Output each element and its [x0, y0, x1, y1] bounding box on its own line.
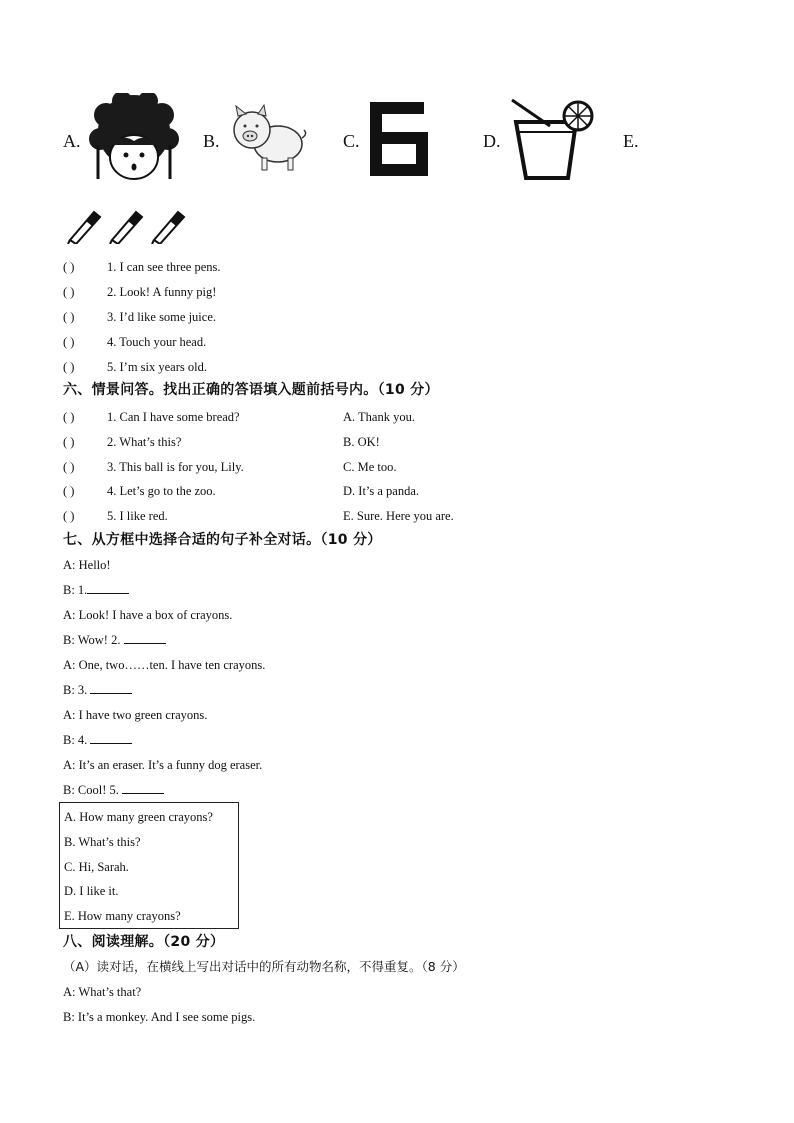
answer-blank[interactable]: ( ) [63, 360, 75, 374]
dialogue-line: A: Hello! [63, 558, 111, 572]
picture-item-5: ( ) 5. I’m six years old. [63, 360, 207, 374]
curly-hair-head-icon [86, 93, 182, 185]
question-3: ( ) 3. This ball is for you, Lily. [63, 460, 244, 474]
dialogue-line: B: 4. [63, 732, 132, 748]
fill-blank-5[interactable] [122, 782, 164, 794]
three-pens-icon [66, 204, 192, 244]
section-7-heading: 七、从方框中选择合适的句子补全对话。（10 分） [63, 532, 382, 548]
answer-option-c: C. Me too. [343, 460, 397, 474]
box-option-b: B. What’s this? [64, 835, 141, 849]
box-option-c: C. Hi, Sarah. [64, 860, 129, 874]
number-six-icon [366, 98, 434, 180]
dialogue-line: A: One, two……ten. I have ten crayons. [63, 658, 266, 672]
dialogue-line: A: Look! I have a box of crayons. [63, 608, 233, 622]
answer-option-d: D. It’s a panda. [343, 484, 420, 498]
option-letter-c: C. [343, 131, 360, 151]
question-4: ( ) 4. Let’s go to the zoo. [63, 484, 216, 498]
picture-item-3: ( ) 3. I’d like some juice. [63, 310, 216, 324]
part-a-instruction: （A）读对话，在横线上写出对话中的所有动物名称，不得重复。（8 分） [63, 959, 465, 974]
fill-blank-4[interactable] [90, 732, 132, 744]
juice-glass-icon [506, 96, 596, 182]
answer-blank[interactable]: ( ) [63, 310, 75, 324]
section-6-heading: 六、情景问答。找出正确的答语填入题前括号内。（10 分） [63, 382, 439, 398]
answer-blank[interactable]: ( ) [63, 435, 75, 449]
question-1: ( ) 1. Can I have some bread? [63, 410, 240, 424]
answer-blank[interactable]: ( ) [63, 285, 75, 299]
section-8-heading: 八、阅读理解。（20 分） [63, 934, 225, 950]
picture-item-2: ( ) 2. Look! A funny pig! [63, 285, 217, 299]
dialogue-line: B: Cool! 5. [63, 782, 164, 798]
option-letter-a: A. [63, 131, 81, 151]
dialogue-line: B: 1. [63, 582, 129, 598]
dialogue-line: A: I have two green crayons. [63, 708, 208, 722]
answer-blank[interactable]: ( ) [63, 410, 75, 424]
option-letter-b: B. [203, 131, 220, 151]
reading-dialogue-line: A: What’s that? [63, 985, 142, 999]
answer-blank[interactable]: ( ) [63, 509, 75, 523]
box-option-a: A. How many green crayons? [64, 810, 213, 824]
answer-option-e: E. Sure. Here you are. [343, 509, 454, 523]
question-5: ( ) 5. I like red. [63, 509, 168, 523]
picture-item-1: ( ) 1. I can see three pens. [63, 260, 221, 274]
dialogue-line: B: 3. [63, 682, 132, 698]
pig-icon [228, 102, 310, 176]
answer-blank[interactable]: ( ) [63, 484, 75, 498]
options-box [59, 802, 239, 929]
question-2: ( ) 2. What’s this? [63, 435, 182, 449]
answer-blank[interactable]: ( ) [63, 260, 75, 274]
reading-dialogue-line: B: It’s a monkey. And I see some pigs. [63, 1010, 256, 1024]
dialogue-line: A: It’s an eraser. It’s a funny dog eraser. [63, 758, 263, 772]
answer-blank[interactable]: ( ) [63, 460, 75, 474]
answer-option-b: B. OK! [343, 435, 380, 449]
box-option-d: D. I like it. [64, 884, 119, 898]
fill-blank-2[interactable] [124, 632, 166, 644]
fill-blank-1[interactable] [87, 582, 129, 594]
fill-blank-3[interactable] [90, 682, 132, 694]
picture-item-4: ( ) 4. Touch your head. [63, 335, 207, 349]
dialogue-line: B: Wow! 2. [63, 632, 166, 648]
option-letter-e: E. [623, 131, 639, 151]
answer-option-a: A. Thank you. [343, 410, 415, 424]
answer-blank[interactable]: ( ) [63, 335, 75, 349]
box-option-e: E. How many crayons? [64, 909, 181, 923]
option-letter-d: D. [483, 131, 501, 151]
